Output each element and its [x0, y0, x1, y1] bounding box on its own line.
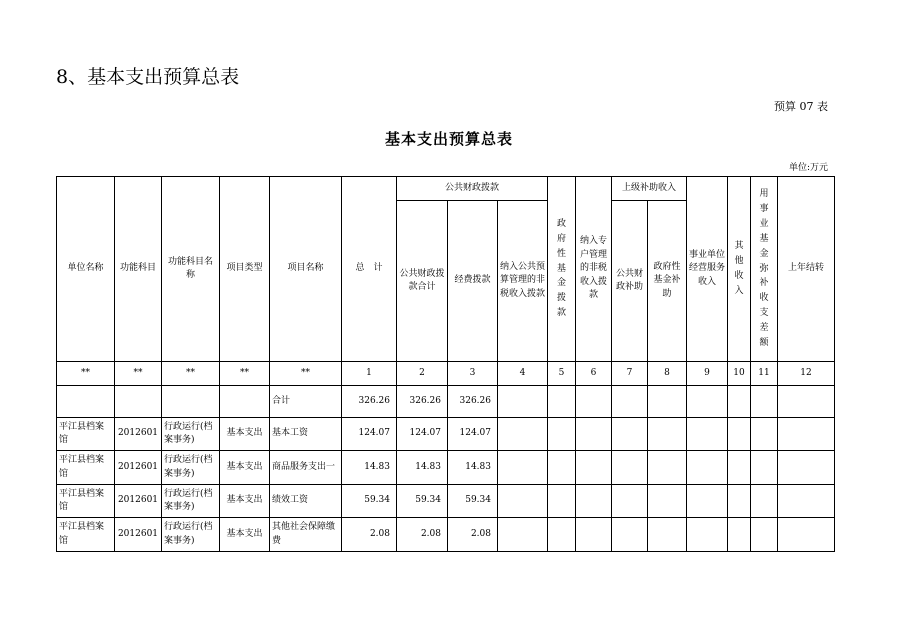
header-special-nontax: 纳入专户管理的非税收入拨款 [576, 177, 612, 362]
index-cell: 10 [728, 362, 751, 386]
section-heading: 8、基本支出预算总表 [56, 66, 240, 88]
header-superior-subsidy: 上级补助收入 [612, 177, 687, 201]
project-name-cell: 基本工资 [270, 418, 342, 451]
func-code-cell: 2012601 [115, 485, 162, 518]
project-name-cell: 绩效工资 [270, 485, 342, 518]
project-type-cell: 基本支出 [220, 451, 270, 485]
header-budget-nontax: 纳入公共预算管理的非税收入拨款 [498, 201, 548, 362]
public-finance-cell: 2.08 [397, 518, 448, 552]
unit-name-cell: 平江县档案馆 [57, 418, 115, 451]
public-finance-cell: 59.34 [397, 485, 448, 518]
index-cell: 6 [576, 362, 612, 386]
total-row [57, 386, 835, 418]
index-cell: 2 [397, 362, 448, 386]
project-name-cell: 其他社会保障缴费 [270, 518, 342, 552]
expense-cell: 2.08 [448, 518, 498, 552]
header-func-subject-name: 功能科目名称 [162, 177, 220, 362]
table-row [57, 418, 835, 451]
expense-cell: 59.34 [448, 485, 498, 518]
unit-name-cell: 平江县档案馆 [57, 518, 115, 552]
func-subject-cell: 行政运行(档案事务) [162, 485, 220, 518]
index-cell: 4 [498, 362, 548, 386]
func-code-cell: 2012601 [115, 518, 162, 552]
header-project-type: 项目类型 [220, 177, 270, 362]
index-cell: ** [220, 362, 270, 386]
unit-name-cell: 平江县档案馆 [57, 451, 115, 485]
expense-cell: 14.83 [448, 451, 498, 485]
unit-name-cell: 平江县档案馆 [57, 485, 115, 518]
total-public-finance: 326.26 [397, 386, 448, 418]
total-cell: 124.07 [342, 418, 397, 451]
func-subject-cell: 行政运行(档案事务) [162, 518, 220, 552]
index-cell: 11 [751, 362, 778, 386]
total-cell: 14.83 [342, 451, 397, 485]
unit-note: 单位:万元 [788, 163, 828, 173]
header-gov-fund-subsidy: 政府性基金补助 [648, 201, 687, 362]
index-cell: ** [270, 362, 342, 386]
header-business-income: 事业单位经营服务收入 [687, 177, 728, 362]
header-total: 总 计 [342, 177, 397, 362]
index-cell: ** [57, 362, 115, 386]
table-row [57, 451, 835, 485]
budget-table [56, 176, 835, 552]
form-code: 预算 07 表 [774, 100, 828, 113]
header-gov-fund: 政府性基金拨款 [548, 177, 576, 362]
header-public-fin-subsidy: 公共财政补助 [612, 201, 648, 362]
header-expense-allocation: 经费拨款 [448, 201, 498, 362]
expense-cell: 124.07 [448, 418, 498, 451]
func-subject-cell: 行政运行(档案事务) [162, 418, 220, 451]
header-project-name: 项目名称 [270, 177, 342, 362]
total-expense: 326.26 [448, 386, 498, 418]
table-title: 基本支出预算总表 [384, 130, 513, 148]
project-type-cell: 基本支出 [220, 418, 270, 451]
table-row [57, 485, 835, 518]
index-cell: 7 [612, 362, 648, 386]
index-cell: 9 [687, 362, 728, 386]
total-cell: 59.34 [342, 485, 397, 518]
index-cell: 8 [648, 362, 687, 386]
index-cell: ** [115, 362, 162, 386]
index-row [57, 362, 835, 386]
total-cell: 2.08 [342, 518, 397, 552]
index-cell: 3 [448, 362, 498, 386]
index-cell: 5 [548, 362, 576, 386]
func-subject-cell: 行政运行(档案事务) [162, 451, 220, 485]
total-label: 合计 [270, 386, 342, 418]
header-unit-name: 单位名称 [57, 177, 115, 362]
header-public-finance: 公共财政拨款 [397, 177, 548, 201]
index-cell: 1 [342, 362, 397, 386]
index-cell: ** [162, 362, 220, 386]
header-other-income: 其他收入 [728, 177, 751, 362]
func-code-cell: 2012601 [115, 451, 162, 485]
project-name-cell: 商品服务支出一 [270, 451, 342, 485]
header-func-subject: 功能科目 [115, 177, 162, 362]
header-public-finance-total: 公共财政拨款合计 [397, 201, 448, 362]
project-type-cell: 基本支出 [220, 518, 270, 552]
total-amount: 326.26 [342, 386, 397, 418]
header-last-year-carryover: 上年结转 [778, 177, 835, 362]
public-finance-cell: 14.83 [397, 451, 448, 485]
public-finance-cell: 124.07 [397, 418, 448, 451]
table-row [57, 518, 835, 552]
func-code-cell: 2012601 [115, 418, 162, 451]
header-fund-offset: 用事业基金弥补收支差额 [751, 177, 778, 362]
index-cell: 12 [778, 362, 835, 386]
project-type-cell: 基本支出 [220, 485, 270, 518]
